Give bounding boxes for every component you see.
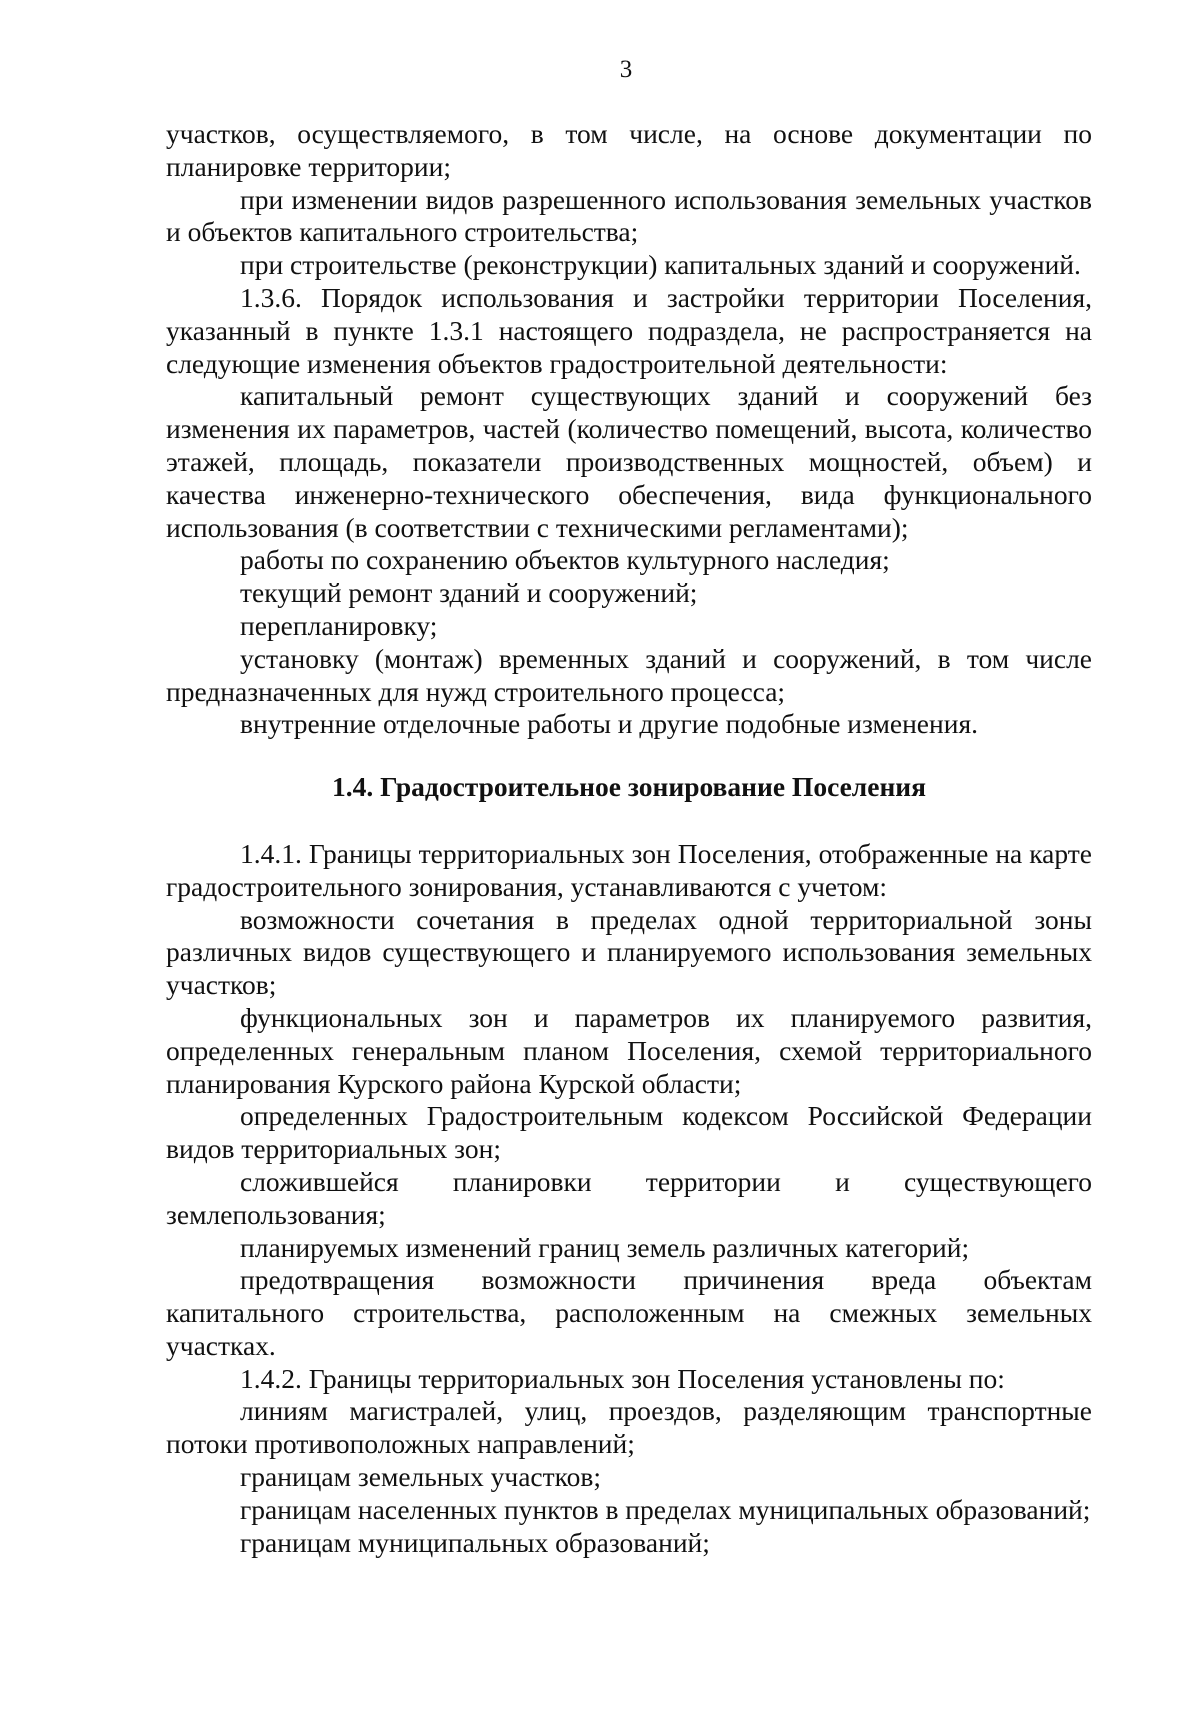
section-heading: 1.4. Градостроительное зонирование Поселения xyxy=(331,771,927,803)
paragraph: капитальный ремонт существующих зданий и сооружений без изменения их параметров, частей (количество помещений, высота, количество этажей, площадь, показатели производственных мощностей, объем) и качества инженерно-технического обеспечения, вида функционального использования (в соответствии с техническими регламентами); xyxy=(166,380,1092,543)
paragraph: линиям магистралей, улиц, проездов, разделяющим транспортные потоки противоположных направлений; xyxy=(166,1395,1092,1460)
paragraph: функциональных зон и параметров их планируемого развития, определенных генеральным планом Поселения, схемой территориального планирования Курского района Курской области; xyxy=(166,1001,1092,1099)
paragraph: 1.3.6. Порядок использования и застройки территории Поселения, указанный в пункте 1.3.1 настоящего подраздела, не распространяется на следующие изменения объектов градостроительной деятельности: xyxy=(166,281,1092,379)
paragraph: сложившейся планировки территории и существующего землепользования; xyxy=(166,1165,1092,1230)
page-number: 3 xyxy=(619,56,633,83)
paragraph: 1.4.1. Границы территориальных зон Поселения, отображенные на карте градостроительного зонирования, устанавливаются с учетом: xyxy=(166,837,1092,902)
document-body xyxy=(166,118,1092,1559)
paragraph: 1.4.2. Границы территориальных зон Поселения установлены по: xyxy=(240,1362,1005,1394)
paragraph: возможности сочетания в пределах одной территориальной зоны различных видов существующего и планируемого использования земельных участков; xyxy=(166,903,1092,1001)
paragraph: участков, осуществляемого, в том числе, на основе документации по планировке территории; xyxy=(166,118,1092,182)
paragraph: перепланировку; xyxy=(240,609,438,641)
paragraph: границам муниципальных образований; xyxy=(240,1526,710,1558)
paragraph: внутренние отделочные работы и другие подобные изменения. xyxy=(240,708,978,740)
paragraph: при строительстве (реконструкции) капитальных зданий и сооружений. xyxy=(240,249,1081,281)
paragraph: при изменении видов разрешенного использования земельных участков и объектов капитального строительства; xyxy=(166,183,1092,248)
paragraph: предотвращения возможности причинения вреда объектам капитального строительства, расположенным на смежных земельных участках. xyxy=(166,1264,1092,1361)
paragraph: текущий ремонт зданий и сооружений; xyxy=(240,577,698,609)
paragraph: определенных Градостроительным кодексом Российской Федерации видов территориальных зон; xyxy=(166,1100,1092,1165)
paragraph: границам земельных участков; xyxy=(240,1461,601,1493)
paragraph: работы по сохранению объектов культурного наследия; xyxy=(240,544,890,576)
paragraph: установку (монтаж) временных зданий и сооружений, в том числе предназначенных для нужд строительного процесса; xyxy=(166,642,1092,707)
paragraph: планируемых изменений границ земель различных категорий; xyxy=(240,1231,970,1263)
paragraph: границам населенных пунктов в пределах муниципальных образований; xyxy=(240,1493,1091,1525)
